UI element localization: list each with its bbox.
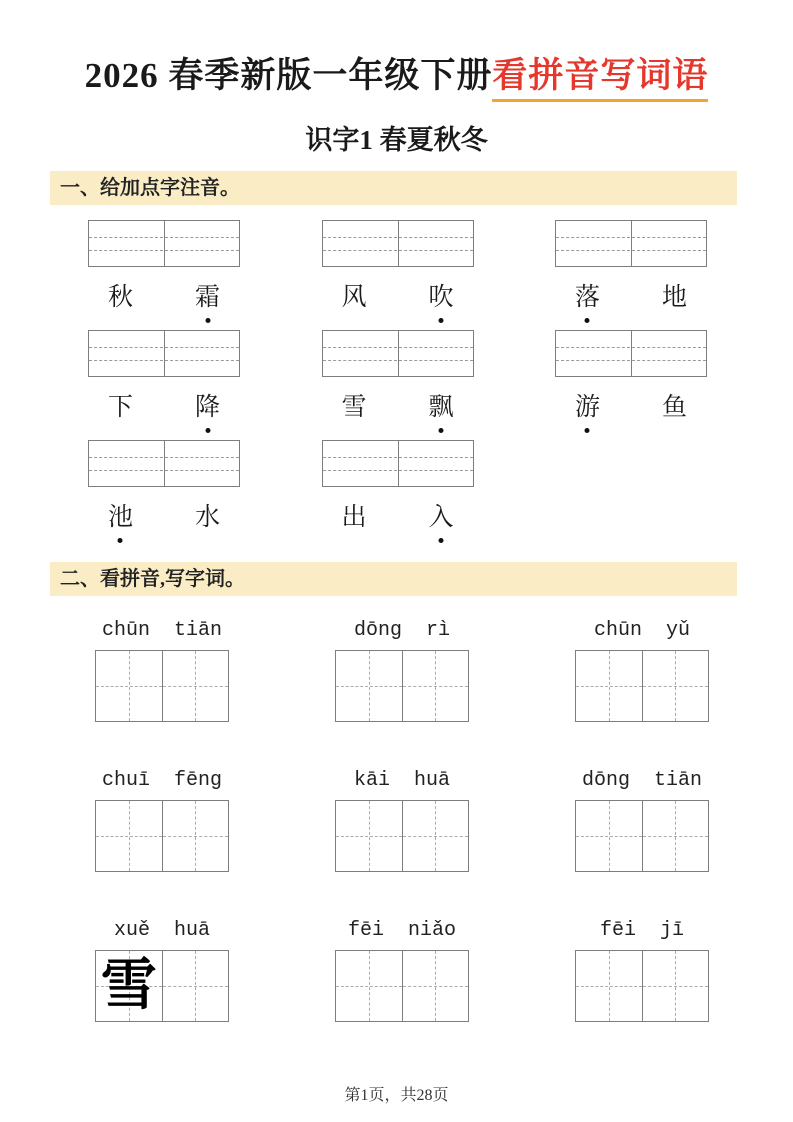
grid-cell (642, 651, 709, 721)
character-writing-grid (335, 650, 469, 722)
pinyin-label: chūn tiān (101, 619, 223, 642)
written-answer (336, 801, 402, 871)
dashed-line (89, 347, 239, 348)
word-label (555, 393, 707, 427)
pinyin-label: chuī fēng (101, 769, 223, 792)
grid-cell (576, 801, 642, 871)
word-character: 出 (341, 504, 367, 531)
character-writing-grid (335, 800, 469, 872)
dashed-line (323, 470, 473, 471)
grid-cell (336, 951, 402, 1021)
character-writing-grid (575, 650, 709, 722)
written-answer (336, 951, 402, 1021)
pinyin-label: dōng tiān (581, 769, 703, 792)
grid-cell (402, 651, 469, 721)
written-answer (163, 951, 229, 1021)
dashed-line (323, 347, 473, 348)
grid-cell (402, 801, 469, 871)
character-writing-grid (575, 950, 709, 1022)
word-label (88, 283, 240, 317)
grid-cell (336, 801, 402, 871)
written-answer (336, 651, 402, 721)
annotation-item (322, 220, 474, 317)
pinyin-label: dōng rì (353, 619, 450, 642)
pinyin-label: kāi huā (353, 769, 450, 792)
pinyin-word-item (95, 616, 229, 722)
written-answer (96, 651, 162, 721)
title-black-text: 2026 春季新版一年级下册 (84, 56, 493, 95)
written-answer (576, 801, 642, 871)
written-answer (403, 951, 469, 1021)
dashed-line (323, 360, 473, 361)
pinyin-writing-grid (555, 220, 707, 267)
pinyin-word-item (335, 766, 469, 872)
pinyin-word-item (335, 916, 469, 1022)
grid-cell (576, 951, 642, 1021)
written-answer: 雪 (100, 953, 157, 1018)
pinyin-word-item (95, 766, 229, 872)
grid-cell (96, 951, 162, 1021)
pinyin-word-item (575, 916, 709, 1022)
pinyin-label: fēi niǎo (347, 919, 456, 942)
dashed-line (323, 250, 473, 251)
written-answer (96, 801, 162, 871)
pinyin-word-item (335, 616, 469, 722)
dashed-line (556, 250, 706, 251)
dashed-line (89, 237, 239, 238)
dashed-line (556, 360, 706, 361)
page-title (0, 54, 793, 102)
word-character: 鱼 (662, 394, 688, 421)
word-character: 地 (662, 284, 688, 311)
dashed-line (89, 360, 239, 361)
word-character: 降 (195, 393, 220, 427)
pinyin-word-item (575, 766, 709, 872)
annotation-item (88, 220, 240, 317)
word-character: 下 (107, 394, 133, 421)
word-label (88, 503, 240, 537)
section2-row-2 (95, 766, 709, 872)
grid-cell (96, 801, 162, 871)
pinyin-writing-grid (88, 220, 240, 267)
pinyin-writing-grid (322, 330, 474, 377)
section1-heading: 一、给加点字注音。 (50, 171, 737, 205)
word-character: 水 (195, 504, 221, 531)
written-answer (163, 801, 229, 871)
dashed-line (556, 237, 706, 238)
grid-cell (642, 951, 709, 1021)
word-character: 风 (341, 284, 367, 311)
dashed-line (89, 250, 239, 251)
pinyin-word-item (575, 616, 709, 722)
word-character: 吹 (429, 283, 454, 317)
word-character: 飘 (429, 393, 454, 427)
dashed-line (323, 457, 473, 458)
lesson-subtitle: 识字1 春夏秋冬 (305, 125, 488, 155)
section1-row-2 (88, 330, 707, 427)
grid-cell (336, 651, 402, 721)
page-number: 第1页，共28页 (344, 1087, 449, 1104)
grid-cell (162, 651, 229, 721)
written-answer (403, 651, 469, 721)
pinyin-writing-grid (88, 330, 240, 377)
character-writing-grid (95, 650, 229, 722)
annotation-item (88, 440, 240, 537)
word-label (322, 393, 474, 427)
dashed-line (89, 470, 239, 471)
section2-heading: 二、看拼音,写字词。 (50, 562, 737, 596)
section2-row-1 (95, 616, 709, 722)
word-character: 霜 (195, 283, 220, 317)
written-answer (576, 651, 642, 721)
grid-cell (162, 801, 229, 871)
pinyin-label: xuě huā (113, 919, 210, 942)
pinyin-label: fēi jī (599, 919, 684, 942)
pinyin-word-item (95, 916, 229, 1022)
written-answer (403, 801, 469, 871)
section1-row-3 (88, 440, 707, 537)
word-label (555, 283, 707, 317)
grid-cell (402, 951, 469, 1021)
grid-cell (162, 951, 229, 1021)
word-label (322, 503, 474, 537)
section1-row-1 (88, 220, 707, 317)
grid-cell (642, 801, 709, 871)
title-red-text: 看拼音写词语 (492, 54, 708, 102)
word-character: 池 (108, 503, 133, 537)
annotation-item (555, 330, 707, 427)
pinyin-label: chūn yǔ (593, 619, 690, 642)
character-writing-grid (95, 950, 229, 1022)
word-character: 雪 (341, 394, 367, 421)
pinyin-writing-grid (322, 440, 474, 487)
grid-cell (576, 651, 642, 721)
word-label (88, 393, 240, 427)
character-writing-grid (95, 800, 229, 872)
word-label (322, 283, 474, 317)
word-character: 入 (429, 503, 454, 537)
written-answer (643, 801, 709, 871)
annotation-item (88, 330, 240, 427)
word-character: 秋 (107, 284, 133, 311)
character-writing-grid (335, 950, 469, 1022)
word-character: 落 (575, 283, 600, 317)
written-answer (576, 951, 642, 1021)
written-answer (163, 651, 229, 721)
annotation-item (322, 440, 474, 537)
dashed-line (323, 237, 473, 238)
pinyin-writing-grid (88, 440, 240, 487)
annotation-item (555, 220, 707, 317)
dashed-line (556, 347, 706, 348)
word-character: 游 (575, 393, 600, 427)
pinyin-writing-grid (322, 220, 474, 267)
written-answer (643, 951, 709, 1021)
pinyin-writing-grid (555, 330, 707, 377)
written-answer (643, 651, 709, 721)
character-writing-grid (575, 800, 709, 872)
section2-row-3 (95, 916, 709, 1022)
dashed-line (89, 457, 239, 458)
grid-cell (96, 651, 162, 721)
annotation-item (322, 330, 474, 427)
